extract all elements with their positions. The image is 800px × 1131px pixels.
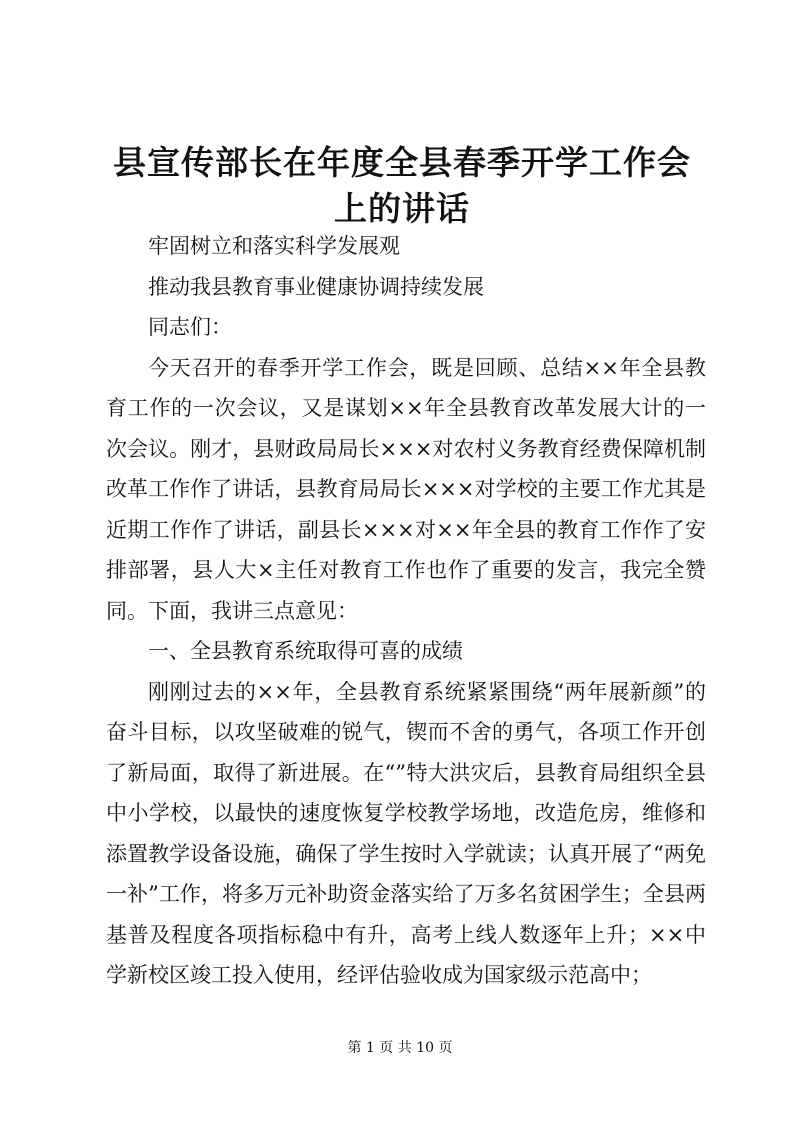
paragraph-intro: 今天召开的春季开学工作会，既是回顾、总结××年全县教育工作的一次会议，又是谋划××年全县教育改革发展大计的一次会议。刚才，县财政局局长×××对农村义务教育经费保障机制改革工作作了讲话，县教育局局长×××对学校的主要工作尤其是近期工作作了讲话，副县长×××对××年全县的教育工作作了安排部署，县人大×主任对教育工作也作了重要的发言，我完全赞同。下面，我讲三点意见：: [106, 355, 706, 623]
document-title: 县宣传部长在年度全县春季开学工作会上的讲话: [113, 143, 691, 228]
subtitle-line-1: 牢固树立和落实科学发展观: [148, 234, 400, 258]
subtitle-line-2: 推动我县教育事业健康协调持续发展: [148, 274, 484, 299]
paragraph-achievements: 刚刚过去的××年，全县教育系统紧紧围绕“两年展新颜”的奋斗目标，以攻坚破难的锐气，锲而不舍的勇气，各项工作开创了新局面，取得了新进展。在“”特大洪灾后，县教育局组织全县中小学校，以最快的速度恢复学校教学场地，改造危房，维修和添置教学设备设施，确保了学生按时入学就读；认真开展了“两免一补”工作，将多万元补助资金落实给了万多名贫困学生；全县两基普及程度各项指标稳中有升，高考上线人数逐年上升；××中学新校区竣工投入使用，经评估验收成为国家级示范高中；: [106, 679, 706, 987]
document-body: [106, 226, 706, 996]
salutation: 同志们：: [148, 315, 232, 339]
page-number-footer: 第 1 页 共 10 页: [347, 1040, 453, 1056]
section-heading-1: 一、全县教育系统取得可喜的成绩: [148, 639, 463, 663]
